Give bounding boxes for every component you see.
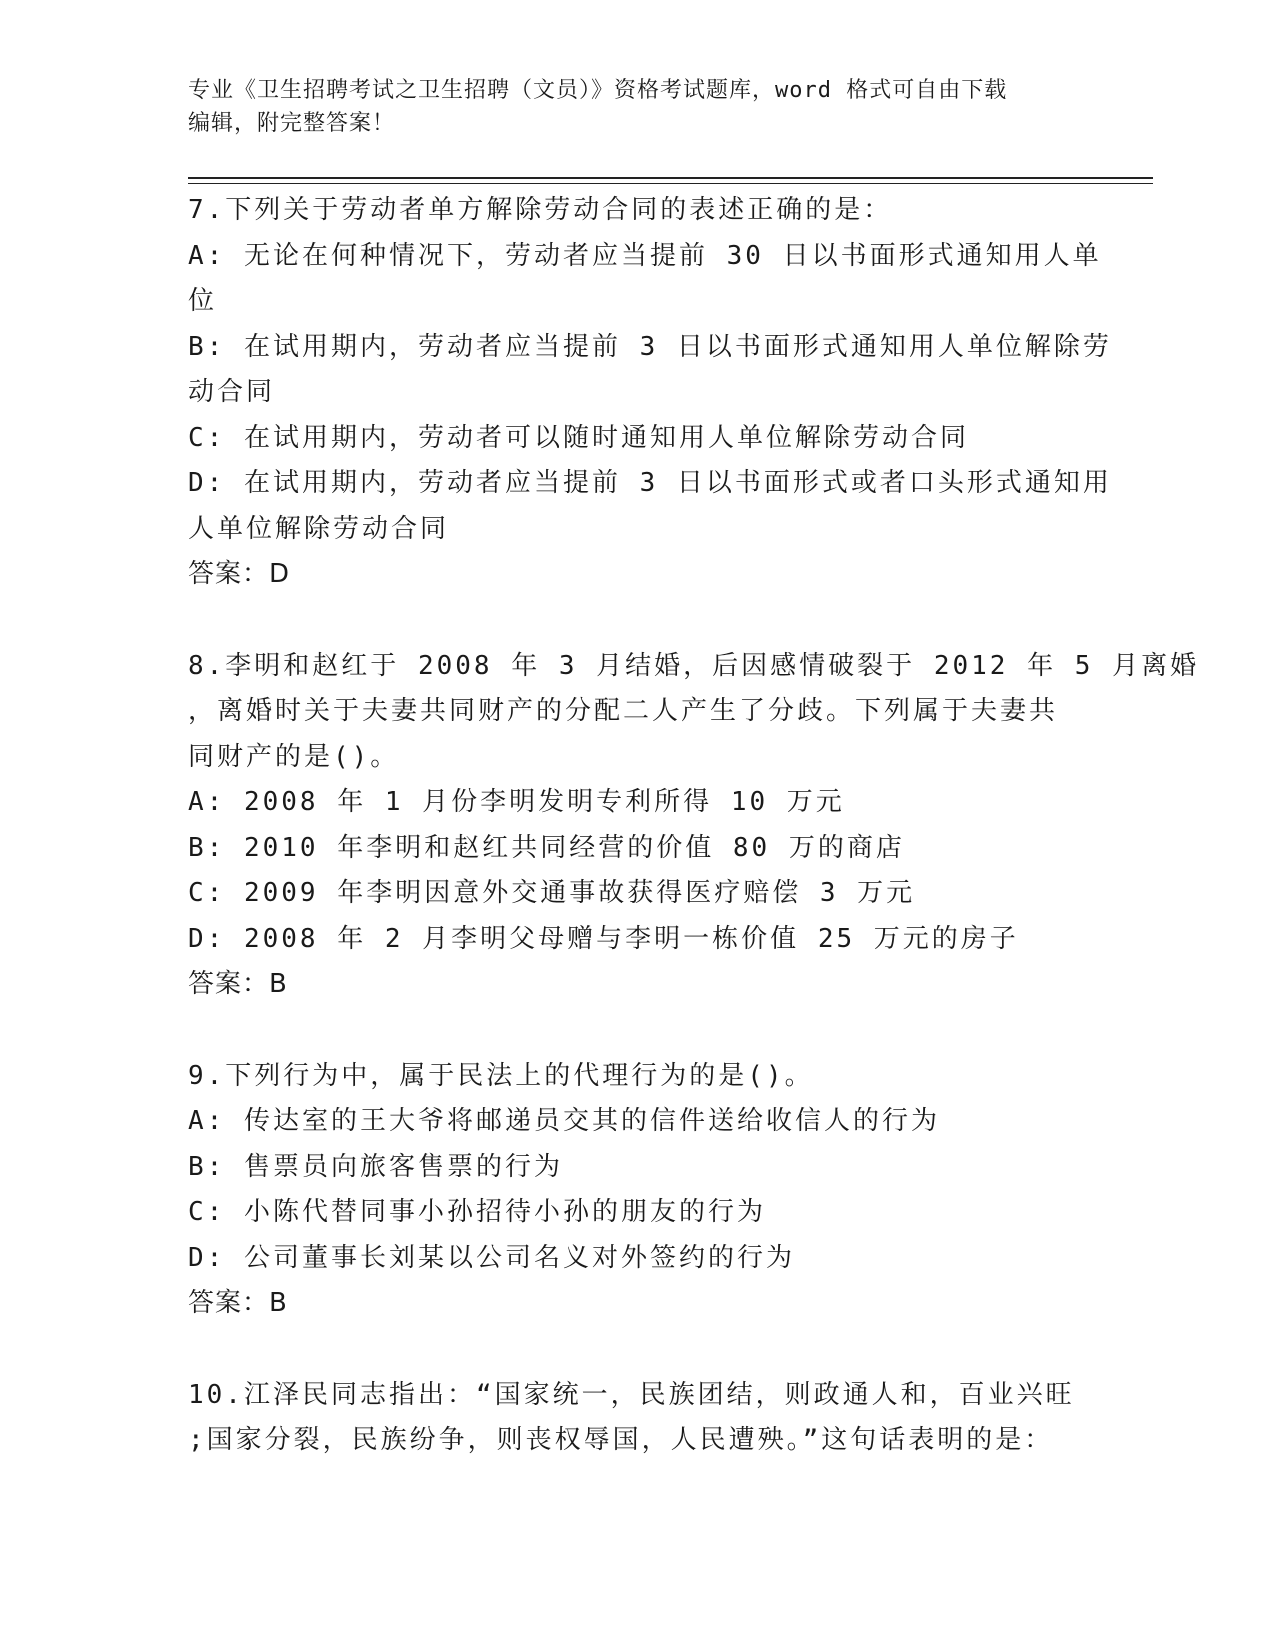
option-b: B: 2010 年李明和赵红共同经营的价值 80 万的商店 bbox=[188, 832, 905, 863]
spacer bbox=[188, 598, 1088, 644]
option-d: D: 在试用期内，劳动者应当提前 3 日以书面形式或者口头形式通知用 bbox=[188, 468, 1112, 498]
answer: 答案：B bbox=[188, 1288, 288, 1318]
question-8 bbox=[188, 644, 1200, 1008]
option-d: D: 2008 年 2 月李明父母赠与李明一栋价值 25 万元的房子 bbox=[188, 923, 1019, 954]
answer: 答案：D bbox=[188, 559, 291, 589]
option-b: B: 售票员向旅客售票的行为 bbox=[188, 1151, 563, 1182]
option-c: C: 2009 年李明因意外交通事故获得医疗赔偿 3 万元 bbox=[188, 878, 916, 908]
option-d: D: 公司董事长刘某以公司名义对外签约的行为 bbox=[188, 1242, 795, 1273]
header-rule-thick bbox=[188, 177, 1153, 179]
option-a: A: 传达室的王大爷将邮递员交其的信件送给收信人的行为 bbox=[188, 1106, 940, 1136]
option-c: C: 在试用期内，劳动者可以随时通知用人单位解除劳动合同 bbox=[188, 422, 969, 453]
option-b-cont: 动合同 bbox=[188, 377, 276, 407]
question-stem: 7.下列关于劳动者单方解除劳动合同的表述正确的是： bbox=[188, 195, 893, 225]
question-stem: 8.李明和赵红于 2008 年 3 月结婚，后因感情破裂于 2012 年 5 月离婚 bbox=[188, 650, 1200, 681]
question-9 bbox=[188, 1054, 1088, 1327]
question-7 bbox=[188, 188, 1112, 598]
question-stem-cont: ;国家分裂，民族纷争，则丧权辱国，人民遭殃。”这句话表明的是： bbox=[188, 1425, 1054, 1455]
question-stem: 10.江泽民同志指出：“国家统一，民族团结，则政通人和，百业兴旺 bbox=[188, 1379, 1075, 1410]
header-line: 编辑，附完整答案！ bbox=[188, 111, 396, 136]
question-stem-cont: 同财产的是()。 bbox=[188, 741, 400, 772]
document-header bbox=[188, 74, 1068, 140]
answer: 答案：B bbox=[188, 969, 288, 999]
spacer bbox=[188, 1008, 1088, 1054]
option-c: C: 小陈代替同事小孙招待小孙的朋友的行为 bbox=[188, 1197, 766, 1227]
question-10 bbox=[188, 1373, 1088, 1464]
question-stem-cont: ，离婚时关于夫妻共同财产的分配二人产生了分歧。下列属于夫妻共 bbox=[188, 696, 1059, 726]
option-d-cont: 人单位解除劳动合同 bbox=[188, 513, 450, 544]
option-a: A: 2008 年 1 月份李明发明专利所得 10 万元 bbox=[188, 787, 845, 817]
header-rule-thin bbox=[188, 183, 1153, 184]
option-a: A: 无论在何种情况下，劳动者应当提前 30 日以书面形式通知用人单 bbox=[188, 240, 1102, 271]
spacer bbox=[188, 1327, 1088, 1373]
header-line: 专业《卫生招聘考试之卫生招聘（文员）》资格考试题库，word 格式可自由下载 bbox=[188, 78, 1008, 103]
option-b: B: 在试用期内，劳动者应当提前 3 日以书面形式通知用人单位解除劳 bbox=[188, 331, 1112, 362]
question-stem: 9.下列行为中，属于民法上的代理行为的是()。 bbox=[188, 1060, 814, 1091]
question-list bbox=[188, 188, 1200, 1464]
option-a-cont: 位 bbox=[188, 286, 218, 316]
